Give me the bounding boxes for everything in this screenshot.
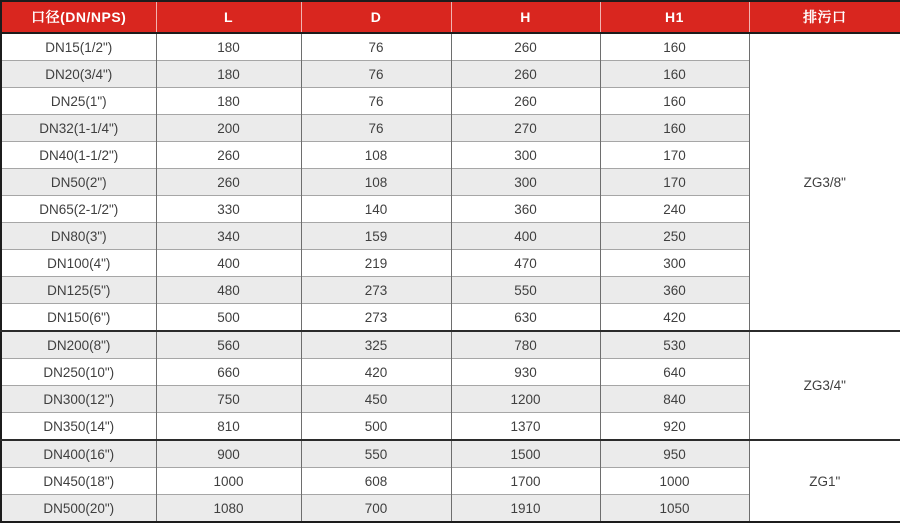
drain-port-cell: ZG3/8" xyxy=(749,33,900,331)
l-value-cell: 810 xyxy=(156,413,301,441)
h1-value-cell: 160 xyxy=(600,88,749,115)
d-value-cell: 76 xyxy=(301,115,451,142)
h-value-cell: 260 xyxy=(451,33,600,61)
l-value-cell: 180 xyxy=(156,33,301,61)
header-h1: H1 xyxy=(600,1,749,33)
d-value-cell: 420 xyxy=(301,359,451,386)
l-value-cell: 560 xyxy=(156,331,301,359)
d-value-cell: 108 xyxy=(301,142,451,169)
h1-value-cell: 250 xyxy=(600,223,749,250)
l-value-cell: 330 xyxy=(156,196,301,223)
table-row xyxy=(1,331,900,359)
size-cell: DN40(1-1/2") xyxy=(1,142,156,169)
h-value-cell: 1500 xyxy=(451,440,600,468)
h1-value-cell: 300 xyxy=(600,250,749,277)
d-value-cell: 450 xyxy=(301,386,451,413)
l-value-cell: 180 xyxy=(156,61,301,88)
h-value-cell: 360 xyxy=(451,196,600,223)
size-cell: DN125(5") xyxy=(1,277,156,304)
l-value-cell: 1000 xyxy=(156,468,301,495)
size-cell: DN50(2") xyxy=(1,169,156,196)
h1-value-cell: 920 xyxy=(600,413,749,441)
h1-value-cell: 420 xyxy=(600,304,749,332)
h1-value-cell: 530 xyxy=(600,331,749,359)
l-value-cell: 180 xyxy=(156,88,301,115)
size-cell: DN80(3") xyxy=(1,223,156,250)
d-value-cell: 325 xyxy=(301,331,451,359)
table-row xyxy=(1,440,900,468)
l-value-cell: 400 xyxy=(156,250,301,277)
h-value-cell: 470 xyxy=(451,250,600,277)
size-cell: DN20(3/4") xyxy=(1,61,156,88)
header-h: H xyxy=(451,1,600,33)
l-value-cell: 1080 xyxy=(156,495,301,523)
l-value-cell: 480 xyxy=(156,277,301,304)
l-value-cell: 200 xyxy=(156,115,301,142)
table-header xyxy=(1,1,900,33)
d-value-cell: 500 xyxy=(301,413,451,441)
h-value-cell: 300 xyxy=(451,169,600,196)
l-value-cell: 660 xyxy=(156,359,301,386)
drain-port-cell: ZG1" xyxy=(749,440,900,522)
l-value-cell: 260 xyxy=(156,142,301,169)
header-d: D xyxy=(301,1,451,33)
d-value-cell: 700 xyxy=(301,495,451,523)
l-value-cell: 750 xyxy=(156,386,301,413)
d-value-cell: 76 xyxy=(301,33,451,61)
h-value-cell: 400 xyxy=(451,223,600,250)
h-value-cell: 260 xyxy=(451,61,600,88)
h1-value-cell: 170 xyxy=(600,142,749,169)
h-value-cell: 1200 xyxy=(451,386,600,413)
d-value-cell: 550 xyxy=(301,440,451,468)
d-value-cell: 273 xyxy=(301,304,451,332)
drain-port-cell: ZG3/4" xyxy=(749,331,900,440)
d-value-cell: 108 xyxy=(301,169,451,196)
h-value-cell: 930 xyxy=(451,359,600,386)
h-value-cell: 1370 xyxy=(451,413,600,441)
l-value-cell: 260 xyxy=(156,169,301,196)
header-row xyxy=(1,1,900,33)
l-value-cell: 500 xyxy=(156,304,301,332)
size-cell: DN150(6") xyxy=(1,304,156,332)
size-cell: DN200(8") xyxy=(1,331,156,359)
h1-value-cell: 360 xyxy=(600,277,749,304)
h1-value-cell: 170 xyxy=(600,169,749,196)
header-l: L xyxy=(156,1,301,33)
size-cell: DN25(1") xyxy=(1,88,156,115)
h1-value-cell: 950 xyxy=(600,440,749,468)
size-cell: DN15(1/2") xyxy=(1,33,156,61)
table-row xyxy=(1,33,900,61)
d-value-cell: 273 xyxy=(301,277,451,304)
h1-value-cell: 160 xyxy=(600,61,749,88)
h1-value-cell: 240 xyxy=(600,196,749,223)
header-size: 口径(DN/NPS) xyxy=(1,1,156,33)
h-value-cell: 300 xyxy=(451,142,600,169)
size-cell: DN250(10") xyxy=(1,359,156,386)
size-cell: DN300(12") xyxy=(1,386,156,413)
l-value-cell: 900 xyxy=(156,440,301,468)
h-value-cell: 270 xyxy=(451,115,600,142)
h1-value-cell: 1050 xyxy=(600,495,749,523)
size-cell: DN65(2-1/2") xyxy=(1,196,156,223)
h1-value-cell: 160 xyxy=(600,33,749,61)
size-cell: DN400(16") xyxy=(1,440,156,468)
size-cell: DN100(4") xyxy=(1,250,156,277)
h-value-cell: 1700 xyxy=(451,468,600,495)
size-cell: DN350(14") xyxy=(1,413,156,441)
d-value-cell: 76 xyxy=(301,88,451,115)
l-value-cell: 340 xyxy=(156,223,301,250)
h1-value-cell: 1000 xyxy=(600,468,749,495)
d-value-cell: 76 xyxy=(301,61,451,88)
h1-value-cell: 160 xyxy=(600,115,749,142)
size-cell: DN500(20") xyxy=(1,495,156,523)
d-value-cell: 159 xyxy=(301,223,451,250)
d-value-cell: 140 xyxy=(301,196,451,223)
h-value-cell: 630 xyxy=(451,304,600,332)
h1-value-cell: 840 xyxy=(600,386,749,413)
h1-value-cell: 640 xyxy=(600,359,749,386)
h-value-cell: 550 xyxy=(451,277,600,304)
d-value-cell: 219 xyxy=(301,250,451,277)
h-value-cell: 260 xyxy=(451,88,600,115)
table-body xyxy=(1,33,900,522)
h-value-cell: 780 xyxy=(451,331,600,359)
size-cell: DN32(1-1/4") xyxy=(1,115,156,142)
header-drain-port: 排污口 xyxy=(749,1,900,33)
d-value-cell: 608 xyxy=(301,468,451,495)
h-value-cell: 1910 xyxy=(451,495,600,523)
size-cell: DN450(18") xyxy=(1,468,156,495)
